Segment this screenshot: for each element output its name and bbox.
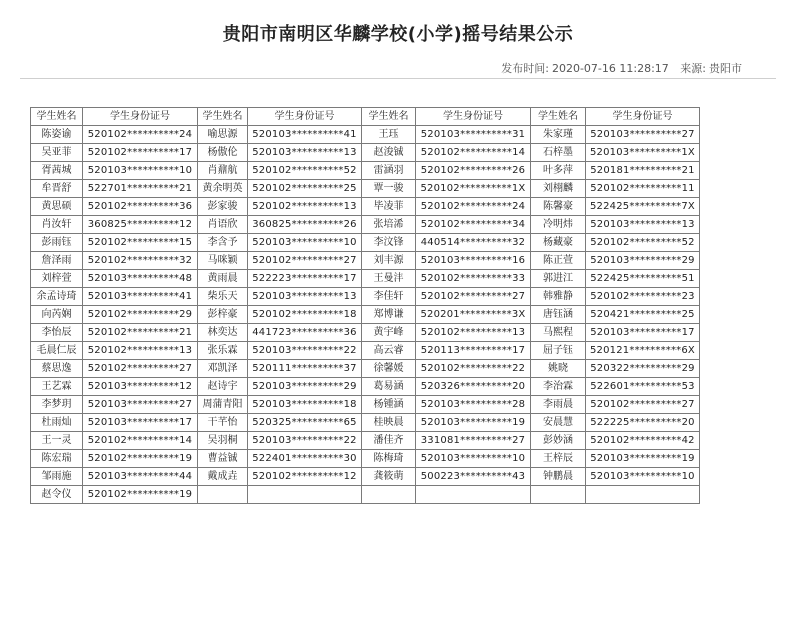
student-id-cell: 500223**********43 [416,468,531,486]
student-id-cell: 520102**********1X [416,180,531,198]
student-name-cell: 郑博谦 [362,306,416,324]
student-name-cell: 胥茜城 [31,162,83,180]
student-name-cell: 潘佳齐 [362,432,416,450]
table-row [31,486,700,504]
student-id-cell: 520102**********14 [416,144,531,162]
table-body [31,126,700,504]
table-row [31,162,700,180]
student-id-cell: 520103**********13 [248,144,362,162]
table-row [31,378,700,396]
student-name-cell: 彭梓豪 [198,306,248,324]
student-name-cell: 柴乐天 [198,288,248,306]
header-cell: 学生姓名 [531,108,586,126]
student-name-cell: 徐馨媛 [362,360,416,378]
student-id-cell: 520103**********22 [248,432,362,450]
student-name-cell: 陈正萱 [531,252,586,270]
source-value: 贵阳市 [709,62,742,75]
student-id-cell: 520103**********13 [586,216,700,234]
student-name-cell: 李含予 [198,234,248,252]
student-id-cell: 520421**********25 [586,306,700,324]
student-name-cell: 邹雨施 [31,468,83,486]
student-id-cell [248,486,362,504]
student-name-cell: 彭妙涵 [531,432,586,450]
student-id-cell: 520102**********19 [83,450,198,468]
student-id-cell: 520102**********24 [416,198,531,216]
student-id-cell: 520181**********21 [586,162,700,180]
student-id-cell: 520103**********19 [586,450,700,468]
table-row [31,144,700,162]
student-name-cell: 朱家瑾 [531,126,586,144]
table-row [31,342,700,360]
student-id-cell: 520103**********18 [248,396,362,414]
student-name-cell: 戴成垚 [198,468,248,486]
table-row [31,234,700,252]
student-id-cell: 520102**********36 [83,198,198,216]
header-cell: 学生姓名 [198,108,248,126]
student-name-cell: 曹益铖 [198,450,248,468]
student-name-cell: 王曼沣 [362,270,416,288]
header-cell: 学生身份证号 [416,108,531,126]
student-name-cell: 陈宏瑞 [31,450,83,468]
table-row [31,324,700,342]
table-row [31,360,700,378]
student-name-cell: 冷明炜 [531,216,586,234]
student-id-cell: 520102**********52 [586,234,700,252]
table-row [31,198,700,216]
table-row [31,306,700,324]
table-header-row [31,108,700,126]
student-name-cell: 向芮娴 [31,306,83,324]
student-id-cell: 520103**********1X [586,144,700,162]
student-id-cell: 520102**********29 [83,306,198,324]
student-id-cell: 520103**********16 [416,252,531,270]
student-id-cell: 360825**********26 [248,216,362,234]
student-name-cell [362,486,416,504]
student-name-cell: 肖汝轩 [31,216,83,234]
student-name-cell: 刘丰源 [362,252,416,270]
student-name-cell: 吴亚菲 [31,144,83,162]
student-id-cell: 520102**********26 [416,162,531,180]
student-id-cell: 520326**********20 [416,378,531,396]
student-id-cell: 520103**********10 [83,162,198,180]
student-id-cell: 520111**********37 [248,360,362,378]
student-id-cell: 520102**********42 [586,432,700,450]
student-id-cell: 520103**********27 [586,126,700,144]
student-name-cell: 李梦玥 [31,396,83,414]
student-name-cell: 刘栩麟 [531,180,586,198]
student-id-cell: 520103**********44 [83,468,198,486]
student-name-cell: 王艺霖 [31,378,83,396]
student-name-cell: 杜雨灿 [31,414,83,432]
student-id-cell [586,486,700,504]
student-id-cell: 522701**********21 [83,180,198,198]
student-name-cell: 彭家骏 [198,198,248,216]
student-name-cell: 黄宇峰 [362,324,416,342]
student-id-cell: 520102**********13 [416,324,531,342]
student-id-cell: 520103**********41 [248,126,362,144]
student-name-cell: 桂映晨 [362,414,416,432]
header-cell: 学生身份证号 [83,108,198,126]
student-id-cell: 520121**********6X [586,342,700,360]
student-name-cell: 屈子钰 [531,342,586,360]
table-row [31,450,700,468]
student-id-cell: 520113**********17 [416,342,531,360]
student-id-cell: 522225**********20 [586,414,700,432]
student-id-cell: 522601**********53 [586,378,700,396]
table-row [31,432,700,450]
student-id-cell: 520103**********10 [248,234,362,252]
student-id-cell: 520102**********21 [83,324,198,342]
student-id-cell: 520103**********28 [416,396,531,414]
student-name-cell: 安晨慧 [531,414,586,432]
student-name-cell: 覃一骏 [362,180,416,198]
student-id-cell: 520102**********32 [83,252,198,270]
student-id-cell: 520325**********65 [248,414,362,432]
header-divider [20,78,776,79]
student-name-cell: 王珏 [362,126,416,144]
student-name-cell: 刘梓萱 [31,270,83,288]
header-cell: 学生身份证号 [248,108,362,126]
student-name-cell: 黄余明英 [198,180,248,198]
student-id-cell: 520102**********19 [83,486,198,504]
table-row [31,216,700,234]
student-id-cell: 520102**********27 [586,396,700,414]
student-name-cell: 李汶锋 [362,234,416,252]
table-row [31,396,700,414]
student-id-cell: 520103**********29 [248,378,362,396]
header-cell: 学生身份证号 [586,108,700,126]
student-id-cell: 520103**********19 [416,414,531,432]
student-name-cell: 郭进江 [531,270,586,288]
student-id-cell: 520102**********25 [248,180,362,198]
student-name-cell: 葛易涵 [362,378,416,396]
header-cell: 学生姓名 [362,108,416,126]
source-label: 来源: [680,62,706,75]
student-name-cell: 肖鼐航 [198,162,248,180]
student-id-cell: 520103**********17 [586,324,700,342]
student-name-cell: 陈梅琦 [362,450,416,468]
student-id-cell: 520103**********12 [83,378,198,396]
lottery-result-table [30,107,700,504]
student-name-cell: 杨藏豪 [531,234,586,252]
student-id-cell: 520102**********13 [83,342,198,360]
student-name-cell: 高云睿 [362,342,416,360]
student-id-cell: 441723**********36 [248,324,362,342]
student-name-cell: 黄雨晨 [198,270,248,288]
student-name-cell: 叶多萍 [531,162,586,180]
student-name-cell [198,486,248,504]
student-id-cell: 360825**********12 [83,216,198,234]
student-id-cell: 520103**********27 [83,396,198,414]
student-id-cell: 520102**********14 [83,432,198,450]
table-row [31,126,700,144]
student-id-cell: 520103**********10 [416,450,531,468]
student-name-cell: 龚筱萌 [362,468,416,486]
student-id-cell: 520102**********11 [586,180,700,198]
student-id-cell: 522223**********17 [248,270,362,288]
student-name-cell: 唐钰涵 [531,306,586,324]
student-id-cell: 520102**********27 [248,252,362,270]
student-id-cell: 520102**********24 [83,126,198,144]
student-id-cell: 520102**********13 [248,198,362,216]
student-name-cell: 钟鹏晨 [531,468,586,486]
student-name-cell: 彭雨钰 [31,234,83,252]
student-id-cell: 520102**********23 [586,288,700,306]
student-name-cell: 肖语欣 [198,216,248,234]
student-id-cell: 520103**********41 [83,288,198,306]
student-id-cell: 522425**********51 [586,270,700,288]
student-name-cell: 张培浠 [362,216,416,234]
table-row [31,414,700,432]
student-name-cell: 张乐霖 [198,342,248,360]
student-name-cell: 李怡辰 [31,324,83,342]
student-id-cell: 520102**********52 [248,162,362,180]
student-name-cell: 毛晨仁辰 [31,342,83,360]
student-name-cell: 李佳轩 [362,288,416,306]
student-name-cell: 李治霖 [531,378,586,396]
student-name-cell: 陈馨豪 [531,198,586,216]
student-name-cell: 马咪颖 [198,252,248,270]
student-id-cell: 520102**********27 [416,288,531,306]
student-name-cell: 王一灵 [31,432,83,450]
student-id-cell: 522425**********7X [586,198,700,216]
student-name-cell: 干芊怡 [198,414,248,432]
student-id-cell [416,486,531,504]
publish-meta [498,60,742,76]
student-id-cell: 520103**********31 [416,126,531,144]
table-row [31,180,700,198]
student-id-cell: 520103**********10 [586,468,700,486]
header-cell: 学生姓名 [31,108,83,126]
student-name-cell: 赵令仪 [31,486,83,504]
student-name-cell: 赵浚铖 [362,144,416,162]
student-id-cell: 520102**********34 [416,216,531,234]
student-name-cell: 邓凯泽 [198,360,248,378]
student-name-cell: 周蒲青阳 [198,396,248,414]
student-id-cell: 520103**********48 [83,270,198,288]
student-id-cell: 520102**********33 [416,270,531,288]
student-id-cell: 520102**********18 [248,306,362,324]
student-id-cell: 520103**********22 [248,342,362,360]
student-name-cell: 蔡思逸 [31,360,83,378]
student-name-cell: 杨锺涵 [362,396,416,414]
student-name-cell: 李雨晨 [531,396,586,414]
table-row [31,468,700,486]
student-name-cell: 雷涵羽 [362,162,416,180]
student-name-cell: 马熙程 [531,324,586,342]
student-id-cell: 520102**********22 [416,360,531,378]
student-id-cell: 520102**********15 [83,234,198,252]
student-name-cell: 王梓辰 [531,450,586,468]
student-name-cell: 石梓墨 [531,144,586,162]
student-id-cell: 520102**********12 [248,468,362,486]
student-id-cell: 520102**********27 [83,360,198,378]
student-id-cell: 520322**********29 [586,360,700,378]
student-name-cell: 杨傲伦 [198,144,248,162]
student-name-cell: 毕凌菲 [362,198,416,216]
student-id-cell: 520103**********29 [586,252,700,270]
student-name-cell: 喻思源 [198,126,248,144]
student-id-cell: 520102**********17 [83,144,198,162]
student-name-cell: 姚晓 [531,360,586,378]
student-id-cell: 520103**********17 [83,414,198,432]
student-id-cell: 331081**********27 [416,432,531,450]
student-name-cell: 陈姿谕 [31,126,83,144]
student-name-cell: 林奕达 [198,324,248,342]
student-id-cell: 520201**********3X [416,306,531,324]
student-id-cell: 522401**********30 [248,450,362,468]
table-row [31,270,700,288]
student-id-cell: 440514**********32 [416,234,531,252]
student-name-cell: 詹泽雨 [31,252,83,270]
table-row [31,252,700,270]
table-row [31,288,700,306]
student-name-cell: 赵诗宇 [198,378,248,396]
page-title: 贵阳市南明区华麟学校(小学)摇号结果公示 [222,24,574,45]
publish-time: 2020-07-16 11:28:17 [551,62,669,75]
publish-label: 发布时间: [501,62,549,75]
student-name-cell: 吴羽桐 [198,432,248,450]
student-name-cell: 余孟诗琦 [31,288,83,306]
student-name-cell: 韩雅静 [531,288,586,306]
student-name-cell [531,486,586,504]
student-id-cell: 520103**********13 [248,288,362,306]
student-name-cell: 黄思硕 [31,198,83,216]
student-name-cell: 牟晋舒 [31,180,83,198]
